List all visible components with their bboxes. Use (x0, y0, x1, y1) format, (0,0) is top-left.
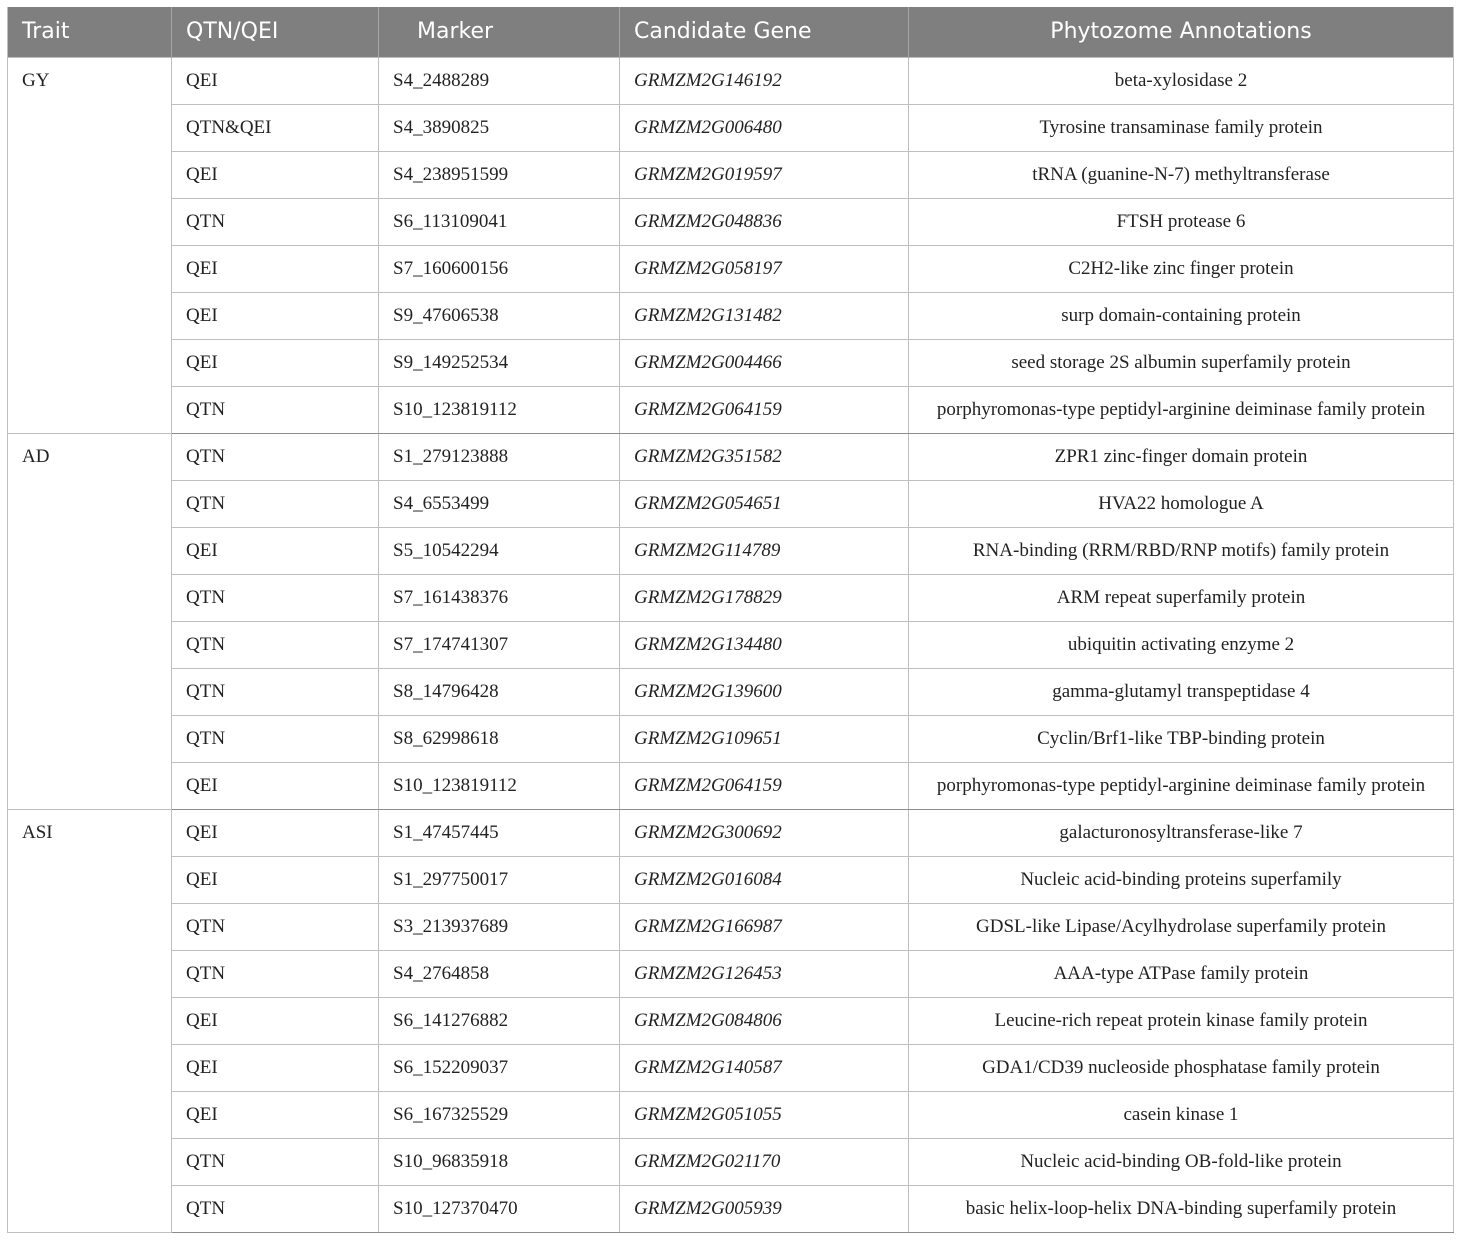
table-row (8, 1138, 1454, 1185)
annotation-cell: ARM repeat superfamily protein (909, 574, 1454, 621)
candidate-gene-cell: GRMZM2G126453 (620, 950, 909, 997)
marker-cell: S9_149252534 (379, 339, 620, 386)
trait-cell: GY (8, 57, 172, 433)
candidate-gene-cell: GRMZM2G114789 (620, 527, 909, 574)
annotation-cell: seed storage 2S albumin superfamily protein (909, 339, 1454, 386)
annotation-cell: FTSH protease 6 (909, 198, 1454, 245)
candidate-gene-cell: GRMZM2G006480 (620, 104, 909, 151)
qtn-qei-cell: QEI (172, 1044, 379, 1091)
qtn-qei-cell: QTN (172, 621, 379, 668)
annotation-cell: beta-xylosidase 2 (909, 57, 1454, 104)
table-row (8, 245, 1454, 292)
qtn-qei-cell: QTN (172, 950, 379, 997)
trait-cell: ASI (8, 809, 172, 1232)
table-row (8, 950, 1454, 997)
table-row (8, 292, 1454, 339)
annotation-cell: HVA22 homologue A (909, 480, 1454, 527)
marker-cell: S6_167325529 (379, 1091, 620, 1138)
qtn-qei-cell: QTN (172, 1185, 379, 1232)
qtn-qei-cell: QTN (172, 903, 379, 950)
annotation-cell: ZPR1 zinc-finger domain protein (909, 433, 1454, 480)
table-row (8, 621, 1454, 668)
candidate-gene-cell: GRMZM2G166987 (620, 903, 909, 950)
candidate-gene-cell: GRMZM2G021170 (620, 1138, 909, 1185)
trait-cell: AD (8, 433, 172, 809)
header-trait: Trait (22, 19, 70, 45)
table-row (8, 903, 1454, 950)
qtn-qei-cell: QEI (172, 997, 379, 1044)
marker-cell: S4_2764858 (379, 950, 620, 997)
annotation-cell: tRNA (guanine-N-7) methyltransferase (909, 151, 1454, 198)
table-row (8, 1185, 1454, 1232)
candidate-gene-cell: GRMZM2G064159 (620, 762, 909, 809)
table-row (8, 151, 1454, 198)
qtn-qei-cell: QTN (172, 386, 379, 433)
marker-cell: S4_6553499 (379, 480, 620, 527)
header-marker: Marker (379, 7, 620, 57)
candidate-gene-cell: GRMZM2G146192 (620, 57, 909, 104)
marker-cell: S1_47457445 (379, 809, 620, 856)
table-row (8, 1044, 1454, 1091)
marker-cell: S1_279123888 (379, 433, 620, 480)
qtn-qei-cell: QTN (172, 715, 379, 762)
header-phytozome-annotations: Phytozome Annotations (909, 7, 1454, 57)
table-row (8, 574, 1454, 621)
annotation-cell: casein kinase 1 (909, 1091, 1454, 1138)
table-row (8, 339, 1454, 386)
candidate-gene-cell: GRMZM2G300692 (620, 809, 909, 856)
candidate-gene-cell: GRMZM2G084806 (620, 997, 909, 1044)
candidate-gene-cell: GRMZM2G048836 (620, 198, 909, 245)
table-row (8, 762, 1454, 809)
table-row (8, 809, 1454, 856)
table-row (8, 715, 1454, 762)
header-row (8, 7, 1454, 57)
marker-cell: S5_10542294 (379, 527, 620, 574)
marker-cell: S8_14796428 (379, 668, 620, 715)
table-row (8, 527, 1454, 574)
annotation-cell: basic helix-loop-helix DNA-binding superfamily protein (909, 1185, 1454, 1232)
marker-cell: S6_141276882 (379, 997, 620, 1044)
candidate-gene-cell: GRMZM2G131482 (620, 292, 909, 339)
candidate-gene-cell: GRMZM2G139600 (620, 668, 909, 715)
qtn-qei-cell: QEI (172, 339, 379, 386)
table-row (8, 480, 1454, 527)
annotation-cell: Leucine-rich repeat protein kinase family protein (909, 997, 1454, 1044)
table-row (8, 433, 1454, 480)
qtn-qei-cell: QTN (172, 574, 379, 621)
table-row (8, 198, 1454, 245)
annotation-cell: surp domain-containing protein (909, 292, 1454, 339)
qtn-qei-cell: QTN (172, 198, 379, 245)
marker-cell: S6_152209037 (379, 1044, 620, 1091)
qtn-qei-cell: QEI (172, 1091, 379, 1138)
qtn-qei-cell: QTN (172, 668, 379, 715)
candidate-gene-cell: GRMZM2G019597 (620, 151, 909, 198)
marker-cell: S4_2488289 (379, 57, 620, 104)
header-qtn-qei: QTN/QEI (172, 7, 379, 57)
marker-cell: S3_213937689 (379, 903, 620, 950)
marker-cell: S6_113109041 (379, 198, 620, 245)
table-row (8, 386, 1454, 433)
qtn-qei-cell: QTN (172, 1138, 379, 1185)
marker-cell: S9_47606538 (379, 292, 620, 339)
candidate-gene-cell: GRMZM2G004466 (620, 339, 909, 386)
candidate-gene-cell: GRMZM2G051055 (620, 1091, 909, 1138)
annotation-cell: C2H2-like zinc finger protein (909, 245, 1454, 292)
marker-cell: S7_160600156 (379, 245, 620, 292)
annotation-cell: RNA-binding (RRM/RBD/RNP motifs) family protein (909, 527, 1454, 574)
candidate-gene-table (7, 7, 1454, 1233)
header-candidate-gene: Candidate Gene (620, 7, 909, 57)
annotation-cell: gamma-glutamyl transpeptidase 4 (909, 668, 1454, 715)
marker-cell: S4_3890825 (379, 104, 620, 151)
candidate-gene-cell: GRMZM2G054651 (620, 480, 909, 527)
marker-cell: S10_123819112 (379, 762, 620, 809)
candidate-gene-cell: GRMZM2G351582 (620, 433, 909, 480)
annotation-cell: galacturonosyltransferase-like 7 (909, 809, 1454, 856)
annotation-cell: GDSL-like Lipase/Acylhydrolase superfamily protein (909, 903, 1454, 950)
qtn-qei-cell: QEI (172, 527, 379, 574)
marker-cell: S10_127370470 (379, 1185, 620, 1232)
annotation-cell: ubiquitin activating enzyme 2 (909, 621, 1454, 668)
candidate-gene-cell: GRMZM2G134480 (620, 621, 909, 668)
marker-cell: S1_297750017 (379, 856, 620, 903)
qtn-qei-cell: QTN (172, 433, 379, 480)
annotation-cell: Nucleic acid-binding proteins superfamily (909, 856, 1454, 903)
qtn-qei-cell: QEI (172, 856, 379, 903)
table-row (8, 1091, 1454, 1138)
annotation-cell: porphyromonas-type peptidyl-arginine deiminase family protein (909, 762, 1454, 809)
table-row (8, 668, 1454, 715)
candidate-gene-cell: GRMZM2G178829 (620, 574, 909, 621)
table-row (8, 57, 1454, 104)
marker-cell: S7_174741307 (379, 621, 620, 668)
qtn-qei-cell: QTN (172, 480, 379, 527)
table-row (8, 856, 1454, 903)
annotation-cell: Tyrosine transaminase family protein (909, 104, 1454, 151)
qtn-qei-cell: QEI (172, 245, 379, 292)
annotation-cell: porphyromonas-type peptidyl-arginine deiminase family protein (909, 386, 1454, 433)
annotation-cell: Nucleic acid-binding OB-fold-like protein (909, 1138, 1454, 1185)
candidate-gene-cell: GRMZM2G109651 (620, 715, 909, 762)
annotation-cell: GDA1/CD39 nucleoside phosphatase family protein (909, 1044, 1454, 1091)
candidate-gene-cell: GRMZM2G016084 (620, 856, 909, 903)
qtn-qei-cell: QEI (172, 57, 379, 104)
table-header (8, 7, 1454, 57)
candidate-gene-cell: GRMZM2G140587 (620, 1044, 909, 1091)
qtn-qei-cell: QEI (172, 809, 379, 856)
qtn-qei-cell: QEI (172, 151, 379, 198)
marker-cell: S10_96835918 (379, 1138, 620, 1185)
annotation-cell: Cyclin/Brf1-like TBP-binding protein (909, 715, 1454, 762)
table-row (8, 997, 1454, 1044)
candidate-gene-cell: GRMZM2G005939 (620, 1185, 909, 1232)
marker-cell: S10_123819112 (379, 386, 620, 433)
table-body (8, 57, 1454, 1232)
table-row (8, 104, 1454, 151)
marker-cell: S8_62998618 (379, 715, 620, 762)
marker-cell: S7_161438376 (379, 574, 620, 621)
marker-cell: S4_238951599 (379, 151, 620, 198)
candidate-gene-cell: GRMZM2G064159 (620, 386, 909, 433)
qtn-qei-cell: QEI (172, 762, 379, 809)
annotation-cell: AAA-type ATPase family protein (909, 950, 1454, 997)
qtn-qei-cell: QEI (172, 292, 379, 339)
candidate-gene-cell: GRMZM2G058197 (620, 245, 909, 292)
qtn-qei-cell: QTN&QEI (172, 104, 379, 151)
